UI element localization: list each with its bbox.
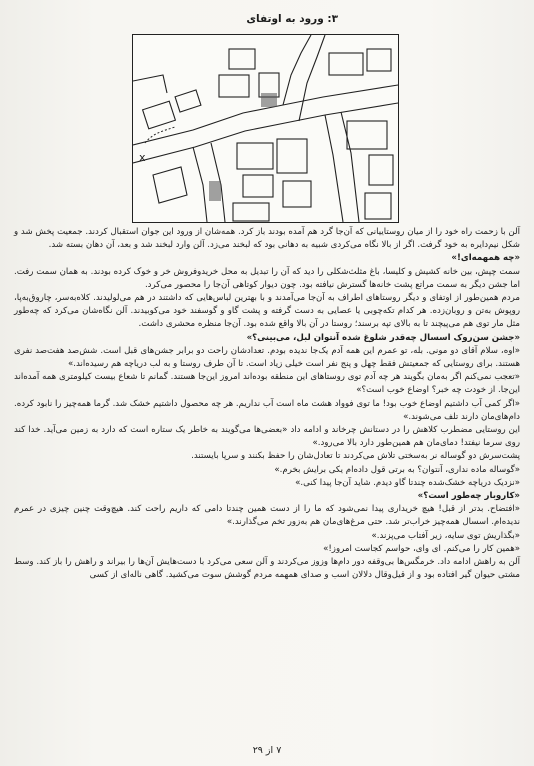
paragraph: این روستایی مضطرب کلاهش را در دستانش چرخاند و ادامه داد «بعضی‌ها می‌گویند به خاطر یک ستاره است که دارد به زمین می‌آید. خدا کند روی سرما نیفتد! دمای‌مان هم همین‌طور دارد بالا می‌رود.» (14, 425, 520, 449)
paragraph: «اگر کمی آب داشتیم اوضاع خوب بود! ما توی فوواد هشت ماه است آب نداریم. هر چه محصول داشتیم خشک شد. گرما همه‌چیز را نابود کرده. دام‌های‌مان دارند تلف می‌شوند.» (14, 398, 520, 422)
paragraph: پشت‌سرش دو گوساله نر به‌سختی تلاش می‌کردند تا تعادل‌شان را حفظ بکنند و سرپا بایستند. (191, 451, 520, 462)
paragraph: آلن با زحمت راه خود را از میان روستاییانی که آن‌جا گرد هم آمده بودند باز کرد. همه‌شان از ورود این جوان استقبال کردند. جمعیت پخش شد و شکل نیم‌دایره به خود گرفت. اگر از بالا نگاه می‌کردی شبیه به دهانی بود که لبخند می‌زد. آلن وارد لبخند شد و بعد، آن دهان بسته شد. (14, 227, 520, 251)
paragraph: «جشن سن‌روک اسسال چه‌قدر شلوغ شده آنتوان لبل، می‌بینی؟» (246, 332, 520, 343)
paragraph: «چه همهمه‌ای!» (451, 253, 520, 264)
paragraph: «نزدیک دریاچه خشک‌شده چندتا گاو دیدم. شاید آن‌جا پیدا کنی.» (295, 477, 520, 488)
paragraph: «کاروبار چه‌طور است؟» (417, 491, 520, 502)
paragraph: «افتضاح. بدتر از قبل! هیچ خریداری پیدا نمی‌شود که ما را از دست همین چندتا دامی که داریم راحت کند. هیچ‌وقت چنین چیزی در عمرم ندیده‌ام. اسسال همه‌چیز خراب‌تر شد. حتی مرغ‌های‌مان هم به‌زور تخم می‌گذارند.» (14, 504, 520, 528)
paragraph: آلن به راهش ادامه داد. خرمگس‌ها بی‌وقفه دور دام‌ها وزوز می‌کردند و آلن سعی می‌کرد با دست‌هایش آن‌ها را بیراند و راهش را باز کند. وسط مشتی حیوان گیر افتاده بود و از قیل‌وقال دلالان اسب و صدای همهمه مردم گوشش سوت می‌کشید. گاهی ناله‌ای از کسی (14, 557, 520, 581)
chapter-heading: ۳: ورود به اوتفای (246, 13, 338, 25)
paragraph: مردم همین‌طور از اوتفای و دیگر روستاهای اطراف به آن‌جا می‌آمدند و با بهترین لباس‌هایی که داشتند در هم می‌لولیدند. کلاه‌به‌سر، چاروق‌به‌پا، روپوش به‌تن و روبان‌زده. هر کدام تکه‌چوبی یا عصایی به دست گرفته و پشت گاو و گوسفند خود می‌کوبیدند. آلن نگاه‌شان می‌کرد که چه‌طور مثل مار توی هم می‌پیچند تا به بالای تپه برسند؛ روستا در آن بالا واقع شده بود. آن‌جا منظره محشری داشت. (14, 293, 520, 330)
page-number: ۷ از ۲۹ (252, 745, 282, 756)
body-text (14, 226, 520, 582)
paragraph: «بگذاریش توی سایه، زیر آفتاب می‌پزند.» (371, 530, 520, 541)
village-map (132, 34, 399, 223)
paragraph: «گوساله ماده نداری، آنتوان؟ به برتی قول داده‌ام یکی برایش بخرم.» (274, 464, 520, 475)
paragraph: سمت چپش، بین خانه کشیش و کلیسا، باغ مثلث‌شکلی را دید که آن را تبدیل به محل خریدوفروش خر و خوک کرده بودند. به همان سمت رفت. اما جشن دیگر به سمت مراتع پشت خانه‌ها گسترش نیافته بود. چون دیوار کوتاهی آن‌جا را محصور می‌کرد. (14, 266, 520, 290)
map-marker-x: x (139, 151, 146, 164)
paragraph: «همین کار را می‌کنم. ای وای، حواسم کجاست امروز!» (323, 543, 520, 554)
paragraph: «تعجب نمی‌کنم اگر به‌مان بگویند هر چه آدم توی روستاهای این منطقه بوده‌اند امروز این‌جا هستند. گمانم تا شعاع بیست کیلومتری همه آمده‌اند این‌جا. از خودت چه خبر؟ اوضاع خوب است؟» (14, 372, 520, 396)
map-drawing (133, 35, 398, 222)
paragraph: «اوه، سلام آقای دو مونی. بله، تو عمرم این همه آدم یک‌جا ندیده بودم. تعدادشان راحت دو برابر جشن‌های قبل است. شش‌صد هفت‌صد نفری هستند. برای روستایی که جمعیتش فقط چهل و پنج نفر است خیلی زیاد است. تا آن طرف روستا و به لب دریاچه هم رسیده‌اند.» (14, 345, 520, 370)
